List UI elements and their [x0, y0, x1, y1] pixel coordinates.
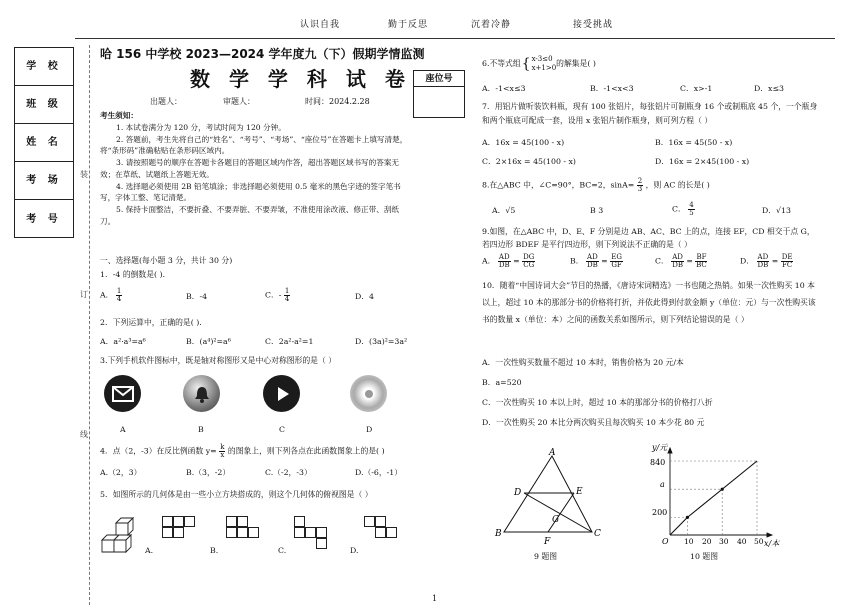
q9-b-den1: DB	[586, 261, 598, 269]
q8-option-a: A．√5	[492, 206, 516, 215]
section-heading: 一、选择题(每小题 3 分，共计 30 分)	[100, 256, 233, 265]
figure-9-caption: 9 题图	[534, 552, 558, 561]
q9-b-den2: GF	[611, 261, 622, 269]
q1-option-a-label: A．	[100, 290, 114, 300]
fig10-x-tick-30: 30	[719, 537, 729, 546]
q1-option-a	[100, 288, 122, 303]
play-icon	[272, 384, 292, 404]
fig10-x-tick-10: 10	[684, 537, 694, 546]
q9-b-num1: AD	[587, 253, 598, 261]
q5-option-a-shape	[162, 516, 196, 550]
q8-option-c-label: C．	[672, 204, 686, 214]
fig10-y-label: y/元	[652, 443, 668, 452]
q9-b-eq: =	[601, 256, 608, 266]
q7-option-b: B．16x = 45(50 - x)	[655, 138, 733, 147]
q8-frac-num: 2	[637, 177, 643, 185]
fig9-point-b: B	[495, 529, 502, 539]
q1-frac-c-den: 4	[284, 295, 290, 303]
q9-b-frac2	[610, 254, 623, 269]
q1-frac-c-num: 1	[284, 287, 290, 295]
q9-c-num1: AD	[672, 253, 683, 261]
notes-heading: 考生须知：	[100, 111, 138, 120]
mail-app-icon	[104, 375, 141, 412]
q1-stem: 1．-4 的倒数是( ).	[100, 270, 166, 279]
q4-frac-den: x	[220, 451, 225, 459]
side-char-2: 订	[80, 290, 88, 299]
q9-d-den2: FC	[781, 261, 793, 269]
subject-title: 数 学 学 科 试 卷	[190, 67, 411, 91]
q10-option-d: D．一次性购买 20 本比分两次购买且每次购买 10 本少花 80 元	[482, 418, 705, 427]
binding-line	[89, 45, 90, 605]
q10-option-b: B．a=520	[482, 378, 522, 387]
bell-icon	[192, 384, 212, 404]
q9-d-frac1	[757, 254, 770, 269]
q1-frac-den: 4	[116, 295, 122, 303]
q6-ineq-1: x-3≤0	[531, 55, 553, 63]
q9-c-eq: =	[686, 256, 693, 266]
q6-system	[532, 55, 557, 73]
q9-option-d	[740, 254, 793, 269]
fig10-x-tick-50: 50	[754, 537, 764, 546]
q9-a-frac2	[522, 254, 535, 269]
q7-option-a: A．16x = 45(100 - x)	[482, 138, 565, 147]
q1-frac-num: 1	[116, 287, 122, 295]
q9-a-frac1	[498, 254, 511, 269]
play-app-icon	[263, 375, 300, 412]
fig10-x-label: x/本	[764, 539, 780, 548]
q9-b-label: B．	[570, 256, 584, 266]
fig10-origin: O	[662, 537, 669, 546]
envelope-icon	[112, 386, 134, 402]
bell-app-icon	[183, 375, 220, 412]
q6-stem	[482, 55, 596, 73]
swirl-icon	[362, 387, 376, 401]
q8-option-c	[672, 202, 695, 217]
q9-b-frac1	[586, 254, 599, 269]
exam-title: 哈 156 中学校 2023—2024 学年度九（下）假期学情监测	[100, 47, 425, 61]
q7-stem: 7．用铝片做听装饮料瓶，现有 100 张铝片，每张铝片可制瓶身 16 个或制瓶底 45 个，一个瓶身和两个瓶底可配成一套，设用 x 张铝片制作瓶身，则可列方程（ ）	[482, 102, 818, 125]
student-info-table	[14, 47, 74, 238]
q9-d-num2: DE	[781, 253, 793, 261]
q2-option-c: C．2a²-a²=1	[265, 337, 314, 346]
page-number: 1	[432, 594, 438, 603]
q8-fraction	[637, 178, 643, 193]
q4-option-c: C.（-2，-3）	[265, 468, 312, 477]
q4-option-a: A.（2，3）	[100, 468, 142, 477]
q10-option-a: A．一次性购买数量不超过 10 本时，销售价格为 20 元/本	[482, 358, 684, 367]
q6-stem-pre: 6.不等式组	[482, 59, 521, 69]
seat-number-box	[413, 70, 465, 118]
info-class: 班 级	[15, 86, 73, 124]
q8-option-b: B 3	[590, 206, 604, 215]
q9-a-label: A．	[482, 256, 496, 266]
q2-option-d: D．(3a)²=3a²	[355, 337, 408, 346]
q9-c-frac2	[695, 254, 707, 269]
exam-time: 时间：2024.2.28	[305, 97, 370, 106]
q6-option-d: D．x≤3	[754, 84, 784, 93]
info-room: 考 场	[15, 162, 73, 200]
q9-option-b	[570, 254, 623, 269]
q4-stem-post: 的图象上，则下列各点在此函数图象上的是( )	[227, 446, 385, 456]
q1-fraction	[116, 288, 122, 303]
fig10-line-segment-0	[670, 517, 687, 535]
note-item: 3. 请按照题号的顺序在答题卡各题目的答题区域内作答，超出答题区域书写的答案无效；在草纸、试题纸上答题无效。	[100, 158, 400, 179]
q3-label-c: C	[279, 425, 285, 434]
q8-option-d: D．√13	[762, 206, 791, 215]
q5-label-d: D.	[350, 546, 359, 555]
q5-option-b-shape	[226, 516, 260, 550]
q9-c-den1: DB	[672, 261, 683, 269]
fig9-point-a: A	[549, 448, 556, 458]
reviewer-label: 审题人：	[223, 97, 255, 106]
q7-option-d: D．16x = 2×45(100 - x)	[655, 157, 750, 166]
q5-option-c-shape	[294, 516, 328, 550]
q6-brace: {	[521, 56, 531, 72]
q4-option-b: B.（3，-2）	[186, 468, 231, 477]
q5-label-a: A.	[145, 546, 154, 555]
motto-4: 接受挑战	[573, 20, 614, 30]
q4-option-d: D.（-6，-1）	[355, 468, 403, 477]
side-char-3: 线	[80, 430, 88, 439]
q6-option-c: C．x>-1	[680, 84, 713, 93]
setter-label: 出题人：	[150, 97, 182, 106]
q9-a-num2: DG	[523, 253, 535, 261]
q9-d-eq: =	[771, 256, 779, 266]
q3-stem: 3.下列手机软件图标中，既是轴对称图形又是中心对称图形的是（ ）	[100, 356, 337, 365]
q9-d-den1: DB	[757, 261, 769, 269]
q5-stem: 5．如图所示的几何体是由一些小立方块搭成的，则这个几何体的俯视图是（ ）	[100, 490, 373, 499]
q8-stem-pre: 8.在△ABC 中，∠C=90°，BC=2，sinA=	[482, 180, 635, 190]
q9-d-frac2	[781, 254, 794, 269]
note-item: 2. 答题前，考生先将自己的“姓名”、“考号”、“考场”、“座位号”在答题卡上填写清楚，将“条形码”准确粘贴在条形码区域内。	[100, 134, 408, 156]
seat-label: 座位号	[414, 71, 464, 87]
q10-stem: 10．随着“中国诗词大会”节目的热播，《唐诗宋词精选》一书也随之热销。如果一次性购买 10 本以上，超过 10 本的那部分书的价格将打折，并依此得到付款金额 y（单位：元）与一次性购买该书的数量 x（单位：本）之间的函数关系如图所示，则下列结论错误的是（ ）	[482, 281, 816, 324]
q2-option-b: B．(a⁴)²=a⁶	[186, 337, 231, 346]
fig10-x-tick-40: 40	[737, 537, 747, 546]
note-item: 5. 保持卡面整洁，不要折叠、不要弄脏、不要弄皱，不准使用涂改液、修正带、刮纸刀。	[100, 205, 400, 226]
motto-3: 沉着冷静	[471, 20, 512, 30]
q5-solid-figure	[98, 510, 144, 554]
q8-frac-den: 3	[637, 185, 643, 193]
top-divider	[75, 38, 835, 39]
q1-option-b: B．-4	[186, 292, 208, 301]
fig10-y-tick-a: a	[660, 480, 665, 489]
exam-notes	[100, 110, 408, 228]
q8-c-fraction	[688, 202, 694, 217]
q9-d-label: D．	[740, 256, 755, 266]
q9-c-den2: BC	[696, 261, 707, 269]
q9-c-label: C．	[655, 256, 669, 266]
q2-option-a: A．a²·a³=a⁶	[100, 337, 146, 346]
q4-stem-pre: 4．点（2，-3）在反比例函数 y=	[100, 446, 217, 456]
q10-option-c: C．一次性购买 10 本以上时，超过 10 本的那部分书的价格打八折	[482, 398, 713, 407]
fig9-point-d: D	[514, 488, 522, 498]
q5-label-c: C.	[278, 546, 287, 555]
q3-label-a: A	[120, 425, 126, 434]
q9-a-den1: DB	[498, 261, 510, 269]
q8-stem-post: ，则 AC 的长是( )	[645, 180, 710, 190]
fig10-x-tick-20: 20	[702, 537, 712, 546]
fig9-point-g: G	[552, 515, 560, 525]
q9-a-den2: CG	[523, 261, 535, 269]
q6-ineq-2: x+1>0	[531, 64, 557, 73]
fig10-point-0	[686, 516, 689, 519]
fig10-point-1	[721, 488, 724, 491]
q9-d-num1: AD	[757, 253, 769, 261]
figure-10-chart	[640, 442, 780, 550]
q9-a-num1: AD	[498, 253, 510, 261]
q9-option-a	[482, 254, 535, 269]
info-school: 学 校	[15, 48, 73, 86]
q5-option-d-shape	[364, 516, 398, 550]
q5-label-b: B.	[210, 546, 219, 555]
q3-label-b: B	[198, 425, 204, 434]
fig10-y-tick-200: 200	[652, 508, 668, 517]
swirl-app-icon	[350, 375, 387, 412]
fig9-point-c: C	[594, 529, 601, 539]
note-item: 1. 本试卷满分为 120 分，考试时间为 120 分钟。	[116, 122, 286, 132]
q7-option-c: C．2×16x = 45(100 - x)	[482, 157, 576, 166]
figure-9-triangle	[492, 448, 604, 548]
q1-option-d: D．4	[355, 292, 375, 301]
side-char-1: 装	[80, 170, 88, 179]
motto-1: 认识自我	[300, 20, 341, 30]
q8-c-num: 4	[689, 201, 694, 209]
q6-option-b: B．-1<x<3	[590, 84, 634, 93]
q8-c-den: 5	[689, 209, 694, 217]
q9-c-num2: BF	[696, 253, 707, 261]
q9-c-frac1	[671, 254, 684, 269]
figure-10-caption: 10 题图	[690, 552, 718, 561]
q8-stem	[482, 178, 710, 193]
fig10-y-tick-840: 840	[650, 458, 666, 467]
note-item: 4. 选择题必须使用 2B 铅笔填涂；非选择题必须使用 0.5 毫米的黑色字迹的签字笔书写，字体工整、笔记清楚。	[100, 181, 401, 203]
q9-b-num2: EG	[611, 253, 622, 261]
q4-stem	[100, 444, 385, 459]
q1-fraction-c	[284, 288, 290, 303]
q3-label-d: D	[366, 425, 373, 434]
fig9-point-e: E	[576, 487, 583, 497]
fig9-point-f: F	[544, 537, 551, 547]
q4-fraction	[219, 444, 225, 459]
q1-option-c	[265, 288, 290, 303]
q9-stem: 9.如图，在△ABC 中，D、E、F 分别是边 AB、AC、BC 上的点，连接 EF，CD 相交于点 G，若四边形 BDEF 是平行四边形，则下列说法不正确的是（ ）	[482, 227, 815, 250]
q9-a-eq: =	[513, 256, 520, 266]
q6-option-a: A．-1<x≤3	[482, 84, 526, 93]
q9-option-c	[655, 254, 707, 269]
q1-option-c-label: C．-	[265, 290, 282, 300]
motto-2: 勤于反思	[388, 20, 429, 30]
info-name: 姓 名	[15, 124, 73, 162]
info-id: 考 号	[26, 213, 62, 225]
q4-frac-num: k	[220, 443, 225, 451]
q2-stem: 2．下列运算中，正确的是( ).	[100, 318, 202, 327]
q6-stem-post: 的解集是( )	[556, 59, 596, 69]
